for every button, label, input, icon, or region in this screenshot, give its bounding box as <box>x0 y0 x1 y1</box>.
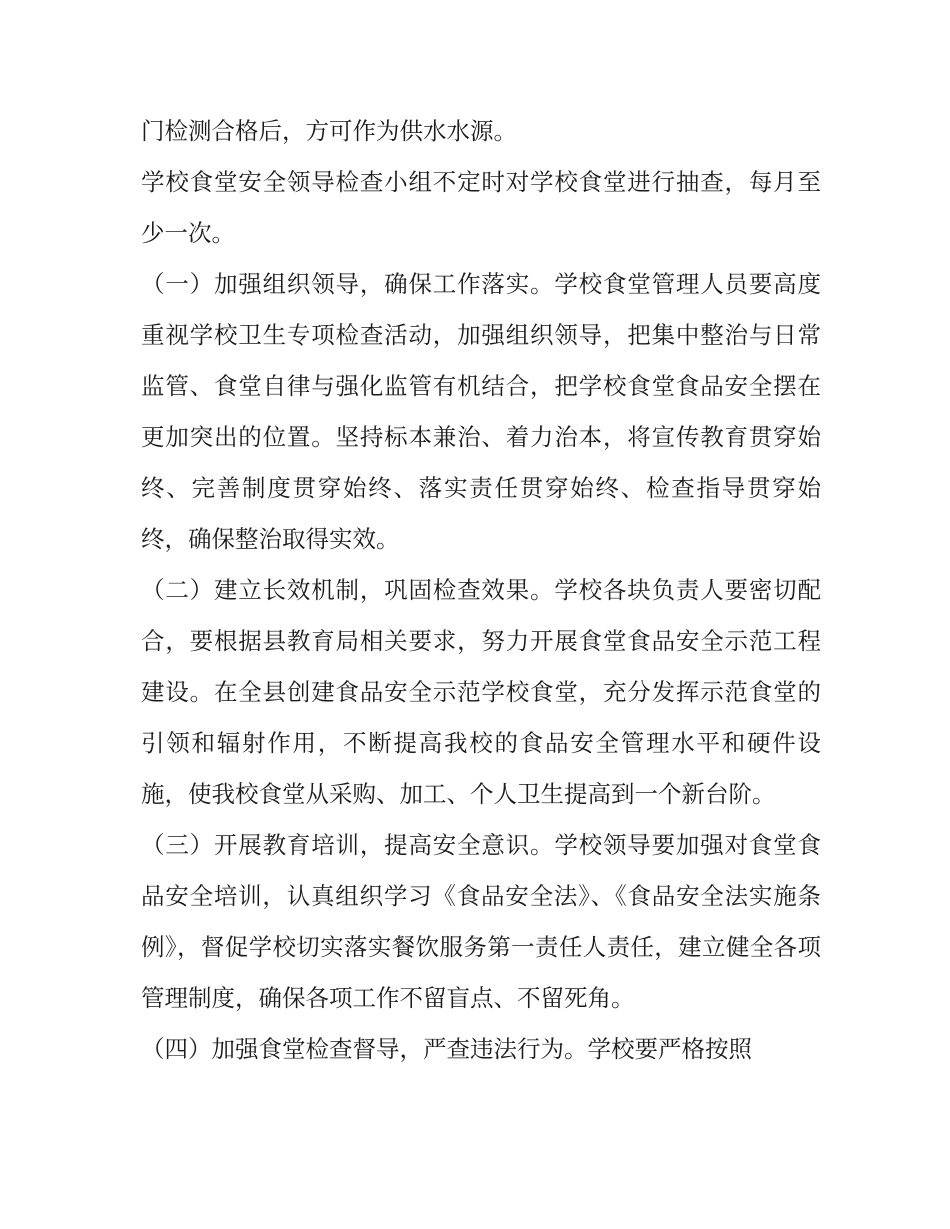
paragraph-continuation: 门检测合格后，方可作为供水水源。 <box>141 117 517 145</box>
paragraph-inspection-frequency: 学校食堂安全领导检查小组不定时对学校食堂进行抽查，每月至少一次。 <box>141 168 821 247</box>
paragraph-section-2: （二）建立长效机制，巩固检查效果。学校各块负责人要密切配合，要根据县教育局相关要求，努力开展食堂食品安全示范工程建设。在全县创建食品安全示范学校食堂，充分发挥示范食堂的引领和辐射作用，不断提高我校的食品安全管理水平和硬件设施，使我校食堂从采购、加工、个人卫生提高到一个新台阶。 <box>141 576 821 808</box>
paragraph-section-1: （一）加强组织领导，确保工作落实。学校食堂管理人员要高度重视学校卫生专项检查活动，加强组织领导，把集中整治与日常监管、食堂自律与强化监管有机结合，把学校食堂食品安全摆在更加突出的位置。坚持标本兼治、着力治本，将宣传教育贯穿始终、完善制度贯穿始终、落实责任贯穿始终、检查指导贯穿始终，确保整治取得实效。 <box>141 270 821 553</box>
document-body <box>141 106 821 1075</box>
paragraph-section-4: （四）加强食堂检查督导，严查违法行为。学校要严格按照 <box>141 1035 752 1063</box>
paragraph-section-3: （三）开展教育培训，提高安全意识。学校领导要加强对食堂食品安全培训，认真组织学习《食品安全法》、《食品安全法实施条例》，督促学校切实落实餐饮服务第一责任人责任，建立健全各项管理制度，确保各项工作不留盲点、不留死角。 <box>141 831 821 1012</box>
